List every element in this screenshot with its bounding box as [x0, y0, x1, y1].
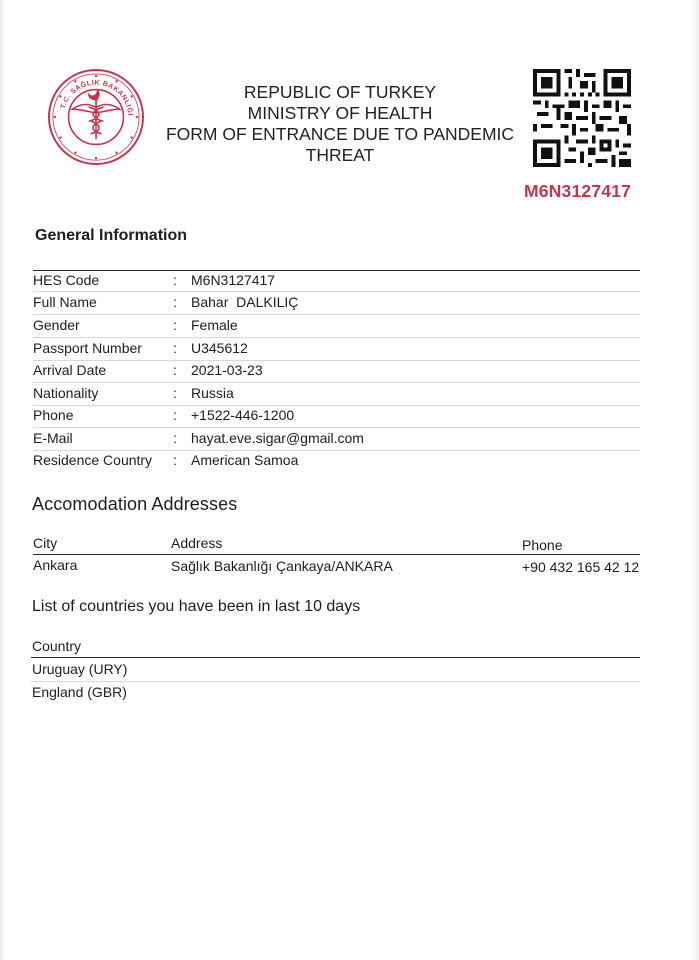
seal-text: T.C. SAĞLIK BAKANLIĞI [59, 79, 134, 117]
info-row-residence-country [33, 450, 639, 472]
info-row-hes-code [33, 270, 639, 292]
info-row-arrival-date [33, 360, 639, 382]
info-label: Gender [33, 317, 80, 333]
info-value: Russia [191, 385, 234, 401]
accommodation-address: Sağlık Bakanlığı Çankaya/ANKARA [171, 558, 393, 574]
countries-title: List of countries you have been in last 10 days [32, 598, 361, 615]
info-value: Female [191, 317, 238, 333]
accommodation-header-address: Address [171, 535, 223, 551]
info-row-phone [33, 405, 639, 427]
countries-divider [31, 657, 640, 658]
accommodation-phone: +90 432 165 42 12 [522, 559, 640, 575]
header-ministry: MINISTRY OF HEALTH [247, 103, 433, 123]
header-country: REPUBLIC OF TURKEY [243, 82, 437, 102]
document-header [150, 82, 530, 166]
countries-header: Country [32, 638, 82, 654]
info-value: +1522-446-1200 [191, 407, 295, 423]
info-label: Residence Country [33, 452, 153, 468]
info-separator: : [173, 317, 177, 333]
info-value: 2021-03-23 [191, 362, 263, 378]
info-label: Arrival Date [33, 362, 107, 378]
info-value: hayat.eve.sigar@gmail.com [191, 430, 364, 446]
info-value: Bahar DALKILIÇ [191, 294, 299, 310]
accommodation-header-city: City [33, 535, 58, 551]
info-separator: : [173, 385, 177, 401]
info-label: HES Code [33, 272, 100, 288]
accommodation-title: Accomodation Addresses [32, 494, 238, 514]
qr-code-icon [533, 69, 631, 167]
info-separator: : [173, 407, 177, 423]
country-item: England (GBR) [32, 684, 127, 700]
accommodation-divider [33, 554, 640, 555]
info-row-email [33, 428, 639, 450]
row-divider [31, 681, 640, 682]
hes-code-header: M6N3127417 [524, 181, 632, 201]
info-label: Phone [33, 407, 74, 423]
info-row-nationality [33, 383, 639, 405]
general-information-title: General Information [35, 227, 188, 244]
info-separator: : [173, 272, 177, 288]
info-label: Nationality [33, 385, 99, 401]
ministry-seal-icon [47, 68, 145, 166]
info-value: U345612 [191, 340, 248, 356]
info-value: M6N3127417 [191, 272, 276, 288]
info-value: American Samoa [191, 452, 299, 468]
info-separator: : [173, 430, 177, 446]
info-row-gender [33, 315, 639, 337]
info-separator: : [173, 294, 177, 310]
info-separator: : [173, 452, 177, 468]
info-separator: : [173, 340, 177, 356]
accommodation-city: Ankara [33, 557, 78, 573]
accommodation-header-phone: Phone [522, 537, 563, 553]
info-row-passport-number [33, 338, 639, 360]
header-form-title: FORM OF ENTRANCE DUE TO PANDEMIC [165, 124, 515, 144]
header-form-title-cont: THREAT [305, 145, 375, 165]
info-label: Full Name [33, 294, 97, 310]
info-row-full-name [33, 292, 639, 314]
info-label: Passport Number [33, 340, 142, 356]
info-label: E-Mail [33, 430, 73, 446]
info-separator: : [173, 362, 177, 378]
country-item: Uruguay (URY) [32, 661, 128, 677]
